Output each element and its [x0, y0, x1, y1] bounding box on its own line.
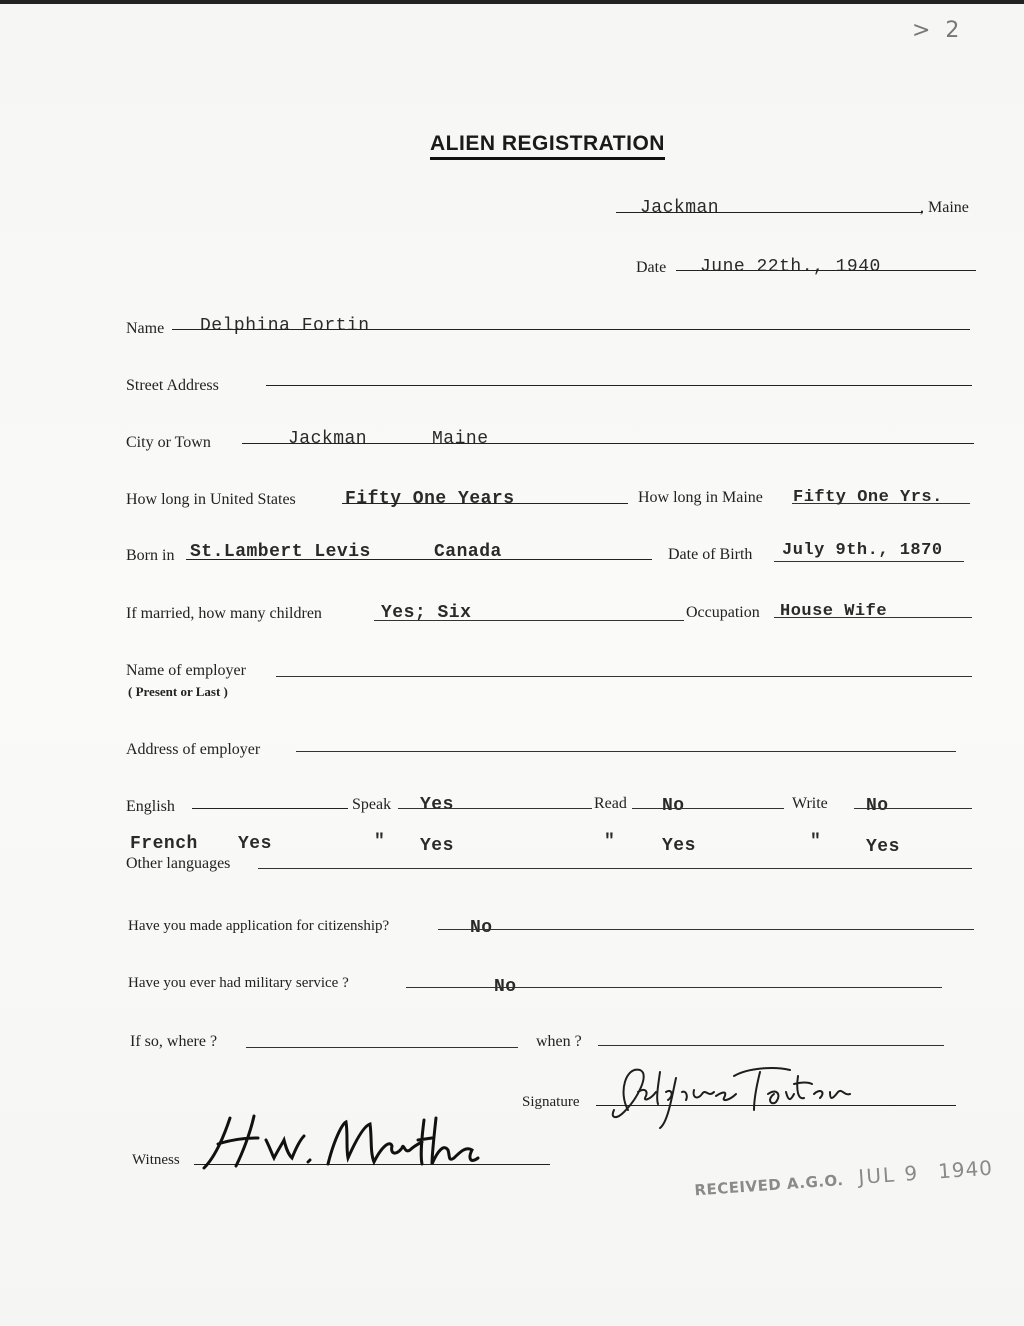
how-long-maine-value: Fifty One Yrs.	[793, 488, 943, 507]
street-line	[266, 385, 972, 386]
city-state-value: Maine	[432, 429, 489, 449]
citizenship-line	[438, 929, 974, 930]
other-write-value: Yes	[866, 837, 900, 857]
employer-label: Name of employer	[126, 662, 246, 679]
other-language-name: French	[130, 834, 198, 854]
how-long-maine-line	[792, 503, 970, 504]
citizenship-label: Have you made application for citizenship?	[128, 918, 390, 934]
name-label: Name	[126, 320, 165, 337]
city-line	[242, 443, 974, 444]
signature-handwriting	[598, 1052, 868, 1132]
date-value: June 22th., 1940	[700, 257, 881, 277]
how-long-maine-label: How long in Maine	[638, 489, 763, 506]
occupation-line	[774, 617, 972, 618]
dob-value: July 9th., 1870	[782, 541, 943, 560]
born-label: Born in	[126, 547, 175, 564]
children-value: Yes; Six	[381, 603, 472, 623]
name-value: Delphina Fortin	[200, 316, 370, 336]
english-speak-value: Yes	[420, 795, 454, 815]
english-label: English	[126, 798, 175, 815]
date-label: Date	[636, 259, 667, 276]
town-line	[616, 212, 922, 213]
other-language-value: Yes	[238, 834, 272, 854]
employer-address-label: Address of employer	[126, 741, 261, 758]
how-long-us-label: How long in United States	[126, 491, 296, 508]
english-read-value: No	[662, 796, 685, 816]
read-label: Read	[594, 795, 627, 812]
signature-label: Signature	[522, 1094, 580, 1110]
write-label: Write	[792, 795, 828, 812]
military-value: No	[494, 977, 517, 997]
english-line	[192, 808, 348, 809]
born-country-value: Canada	[434, 542, 502, 562]
form-title: ALIEN REGISTRATION	[430, 132, 665, 160]
how-long-us-value: Fifty One Years	[345, 489, 515, 509]
ditto-mark-write: "	[810, 832, 822, 852]
occupation-value: House Wife	[780, 602, 888, 621]
employer-line	[276, 676, 972, 677]
other-languages-label: Other languages	[126, 855, 231, 872]
dob-label: Date of Birth	[668, 546, 753, 563]
ditto-mark-read: "	[604, 832, 616, 852]
write-line	[854, 808, 972, 809]
how-long-us-line	[342, 503, 628, 504]
employer-sublabel: ( Present or Last )	[128, 684, 228, 699]
speak-line	[398, 808, 592, 809]
when-line	[598, 1045, 944, 1046]
where-line	[246, 1047, 518, 1048]
stamp-year-text: 1940	[937, 1155, 994, 1184]
scan-top-border	[0, 0, 1024, 4]
stamp-date-text: JUL 9	[857, 1160, 920, 1189]
witness-handwriting	[196, 1110, 496, 1176]
other-read-value: Yes	[662, 836, 696, 856]
military-label: Have you ever had military service ?	[128, 975, 349, 991]
city-label: City or Town	[126, 434, 211, 451]
born-place-value: St.Lambert Levis	[190, 542, 371, 562]
where-label: If so, where ?	[130, 1033, 218, 1050]
born-line	[186, 559, 652, 560]
children-label: If married, how many children	[126, 605, 322, 622]
date-line	[676, 270, 976, 271]
corner-page-note: > 2	[912, 18, 964, 43]
city-value: Jackman	[288, 429, 368, 449]
children-line	[374, 620, 684, 621]
speak-label: Speak	[352, 796, 392, 813]
military-line	[406, 987, 942, 988]
stamp-received-text: RECEIVED A.G.O.	[693, 1171, 845, 1200]
read-line	[632, 808, 784, 809]
other-languages-line	[258, 868, 972, 869]
citizenship-value: No	[470, 918, 493, 938]
witness-label: Witness	[132, 1152, 180, 1168]
english-write-value: No	[866, 796, 889, 816]
name-line	[172, 329, 970, 330]
received-stamp	[694, 1156, 994, 1201]
dob-line	[774, 561, 964, 562]
street-label: Street Address	[126, 377, 219, 394]
other-speak-value: Yes	[420, 836, 454, 856]
state-label: , Maine	[920, 199, 969, 216]
when-label: when ?	[536, 1033, 582, 1050]
employer-address-line	[296, 751, 956, 752]
ditto-mark-speak: "	[374, 832, 386, 852]
town-value: Jackman	[640, 198, 720, 218]
occupation-label: Occupation	[686, 604, 760, 621]
